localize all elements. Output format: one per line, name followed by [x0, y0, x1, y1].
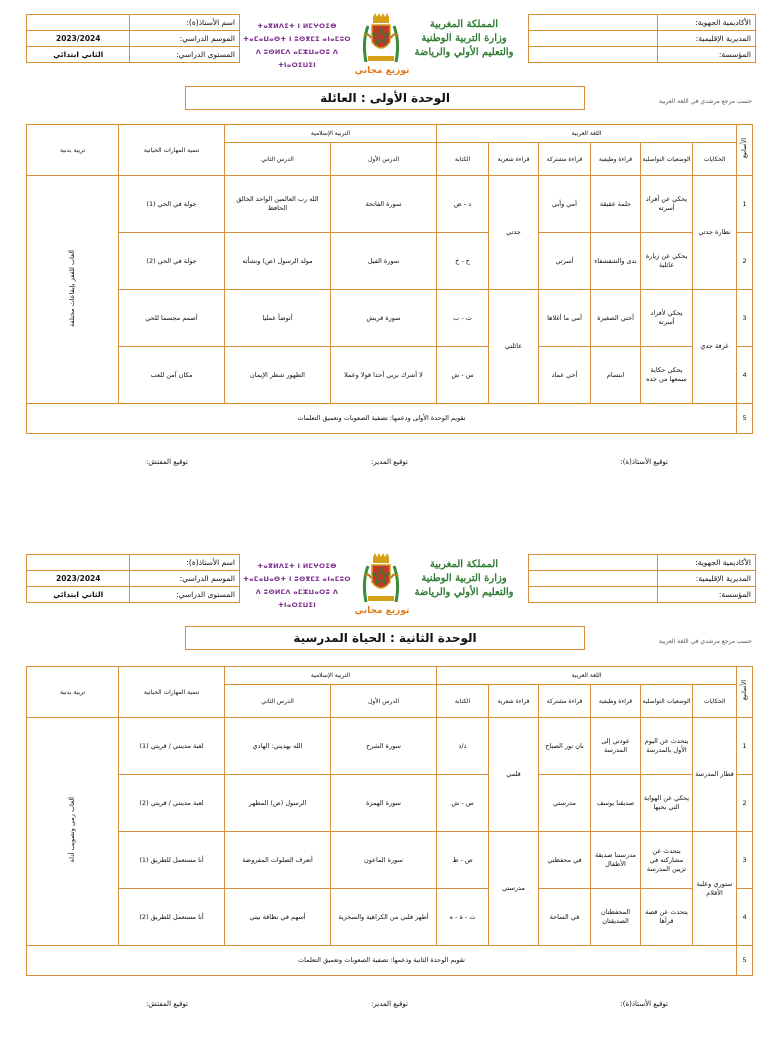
- week-number: 1: [737, 176, 753, 233]
- teacher-signature: توقيع الأستاذ(ة):: [620, 1000, 668, 1008]
- free-distribution-label: توزيع مجاني: [354, 66, 410, 76]
- institution-label: المؤسسة:: [658, 47, 756, 63]
- life-skills-cell: جولة في الحي (1): [119, 176, 225, 233]
- year-value: 2023/2024: [27, 571, 130, 587]
- communicative-cell: يتحدث عن اليوم الأول بالمدرسة: [641, 718, 693, 775]
- pe-cell: [27, 176, 119, 404]
- kingdom-emblem-icon: [360, 12, 402, 64]
- week-number: 2: [737, 233, 753, 290]
- school-info-table: [528, 554, 756, 603]
- unit-title: الوحدة الأولى : العائلة: [185, 86, 585, 110]
- week-number: 5: [737, 946, 753, 976]
- shared-reading-cell: أسرتي: [539, 233, 591, 290]
- communicative-cell: يحكي لأفراد أسرته: [641, 290, 693, 347]
- arabic-header: اللغة العربية: [437, 667, 737, 685]
- year-label: الموسم الدراسي:: [130, 31, 240, 47]
- table-row: [27, 233, 753, 290]
- table-row: [27, 832, 753, 889]
- lesson1-cell: سورة الفاتحة: [331, 176, 437, 233]
- life-skills-cell: جولة في الحي (2): [119, 233, 225, 290]
- functional-reading-cell: صديقنا يوسف: [591, 775, 641, 832]
- islamic-header: التربية الإسلامية: [225, 125, 437, 143]
- level-label: المستوى الدراسي:: [130, 587, 240, 603]
- lesson1-cell: لا أشرك بربي أحدا قولا وعملا: [331, 347, 437, 404]
- academy-value[interactable]: [529, 555, 658, 571]
- directorate-label: المديرية الإقليمية:: [658, 31, 756, 47]
- poetry-header: قراءة شعرية: [489, 685, 539, 718]
- lesson2-cell: الرسول (ص) المطهر: [225, 775, 331, 832]
- pe-header: تربية بدنية: [27, 125, 119, 176]
- ministry-name-arabic: المملكة المغربية وزارة التربية الوطنية والتعليم الأولي والرياضة: [414, 19, 514, 58]
- shared-reading-cell: في الساحة: [539, 889, 591, 946]
- academy-label: الأكاديمية الجهوية:: [658, 15, 756, 31]
- writing-header: الكتابة: [437, 143, 489, 176]
- poetry-cell: جدتي: [489, 176, 539, 290]
- level-value: الثاني ابتدائي: [27, 47, 130, 63]
- ministry-name-tifinagh: ⵜⴰⴳⵍⴷⵉⵜ ⵏ ⵍⵎⵖⵔⵉⴱ ⵜⴰⵎⴰⵡⴰⵙⵜ ⵏ ⵓⵙⴳⵎⵉ ⴰⵏⴰⵎⵓⵔ ⴷ ⵓⵙⵍⵎⴷ ⴰⵎⵣⵡⴰⵔⵓ ⴷ ⵜⵏⴰⵔⵉⵡⵉⵏ: [243, 22, 351, 69]
- evaluation-text: تقويم الوحدة الثانية ودعمها: تصفية الصعوبات وتعميق التعلمات: [27, 946, 737, 976]
- evaluation-row: [27, 404, 753, 434]
- lesson2-cell: أتوضأ عمليا: [225, 290, 331, 347]
- academy-label: الأكاديمية الجهوية:: [658, 555, 756, 571]
- week-header: الأسابيع: [737, 125, 753, 176]
- poetry-header: قراءة شعرية: [489, 143, 539, 176]
- week-number: 5: [737, 404, 753, 434]
- shared-reading-cell: أمي ما أغلاها: [539, 290, 591, 347]
- pe-header: تربية بدنية: [27, 667, 119, 718]
- tales-header: الحكايات: [693, 685, 737, 718]
- shared-reading-cell: بان نور الصباح: [539, 718, 591, 775]
- tale-cell: نظارة جدتي: [693, 176, 737, 290]
- lesson1-cell: سورة الفيل: [331, 233, 437, 290]
- pe-text: ألعاب رمي وتصويب أداة: [68, 797, 76, 863]
- teacher-label: اسم الأستاذ(ة):: [130, 15, 240, 31]
- unit-planning-table: [26, 124, 753, 434]
- shared-header: قراءة مشتركة: [539, 143, 591, 176]
- tale-cell: قطار المدرسة: [693, 718, 737, 832]
- tale-cell: ستوري وعلبة الأقلام: [693, 832, 737, 946]
- institution-value[interactable]: [529, 47, 658, 63]
- teacher-label: اسم الأستاذ(ة):: [130, 555, 240, 571]
- life-skills-header: تنمية المهارات الحياتية: [119, 125, 225, 176]
- life-skills-header: تنمية المهارات الحياتية: [119, 667, 225, 718]
- directorate-value[interactable]: [529, 571, 658, 587]
- lesson1-cell: سورة الماعون: [331, 832, 437, 889]
- writing-cell: س - ش: [437, 775, 489, 832]
- functional-reading-cell: ابتسام: [591, 347, 641, 404]
- unit-sheet-1: [0, 0, 768, 512]
- lesson1-header: الدرس الأول: [331, 685, 437, 718]
- shared-reading-cell: في محفظتي: [539, 832, 591, 889]
- communicative-cell: يحكي عن أفراد أسرته: [641, 176, 693, 233]
- communicative-cell: يتحدث عن مشاركته في تزيين المدرسة: [641, 832, 693, 889]
- shared-reading-cell: مدرستي: [539, 775, 591, 832]
- communicative-header: الوضعيات التواصلية: [641, 143, 693, 176]
- shared-header: قراءة مشتركة: [539, 685, 591, 718]
- year-label: الموسم الدراسي:: [130, 571, 240, 587]
- communicative-cell: يحكي حكاية سمعها من جده: [641, 347, 693, 404]
- free-distribution-label: توزيع مجاني: [354, 606, 410, 616]
- poetry-cell: قلمي: [489, 718, 539, 832]
- week-number: 2: [737, 775, 753, 832]
- lesson2-cell: أتعرف الصلوات المفروضة: [225, 832, 331, 889]
- directorate-value[interactable]: [529, 31, 658, 47]
- institution-label: المؤسسة:: [658, 587, 756, 603]
- lesson2-cell: مولد الرسول (ص) ونشأته: [225, 233, 331, 290]
- lesson1-cell: أطهر قلبي من الكراهية والسخرية: [331, 889, 437, 946]
- writing-cell: س - ش: [437, 347, 489, 404]
- year-value: 2023/2024: [27, 31, 130, 47]
- shared-reading-cell: أخي عماد: [539, 347, 591, 404]
- writing-cell: ح - خ: [437, 233, 489, 290]
- functional-header: قراءة وظيفية: [591, 143, 641, 176]
- lesson2-cell: الطهور شطر الإيمان: [225, 347, 331, 404]
- tale-cell: غرفة جدي: [693, 290, 737, 404]
- reference-note: حسب مرجع مرشدي في اللغة العربية: [658, 98, 752, 105]
- directorate-label: المديرية الإقليمية:: [658, 571, 756, 587]
- functional-reading-cell: أختي الصغيرة: [591, 290, 641, 347]
- tales-header: الحكايات: [693, 143, 737, 176]
- table-row: [27, 718, 753, 775]
- communicative-cell: يتحدث عن قصة قرأها: [641, 889, 693, 946]
- pe-cell: [27, 718, 119, 946]
- writing-cell: ت - ب: [437, 290, 489, 347]
- level-value: الثاني ابتدائي: [27, 587, 130, 603]
- week-header: الأسابيع: [737, 667, 753, 718]
- functional-reading-cell: حلمة عقيقة: [591, 176, 641, 233]
- reference-note: حسب مرجع مرشدي في اللغة العربية: [658, 638, 752, 645]
- communicative-cell: يحكي عن زيارة عائلية: [641, 233, 693, 290]
- director-signature: توقيع المدير:: [371, 458, 408, 466]
- life-skills-cell: أنا مستعمل للطريق (2): [119, 889, 225, 946]
- table-row: [27, 775, 753, 832]
- teacher-info-table: [26, 14, 240, 63]
- week-number: 4: [737, 347, 753, 404]
- life-skills-cell: مكان آمن للعب: [119, 347, 225, 404]
- teacher-value[interactable]: [27, 15, 130, 31]
- functional-reading-cell: المحفظتان الصديقتان: [591, 889, 641, 946]
- evaluation-row: [27, 946, 753, 976]
- ministry-name-arabic: المملكة المغربية وزارة التربية الوطنية والتعليم الأولي والرياضة: [414, 559, 514, 598]
- functional-reading-cell: ندى والشفشفاء: [591, 233, 641, 290]
- week-number: 4: [737, 889, 753, 946]
- communicative-cell: يحكي عن الهواية التي يحبها: [641, 775, 693, 832]
- poetry-cell: مدرستي: [489, 832, 539, 946]
- lesson2-header: الدرس الثاني: [225, 143, 331, 176]
- functional-header: قراءة وظيفية: [591, 685, 641, 718]
- unit-sheet-2: [0, 540, 768, 1052]
- lesson1-cell: سورة قريش: [331, 290, 437, 347]
- director-signature: توقيع المدير:: [371, 1000, 408, 1008]
- teacher-signature: توقيع الأستاذ(ة):: [620, 458, 668, 466]
- table-row: [27, 176, 753, 233]
- lesson2-cell: أسهم في نظافة بيتي: [225, 889, 331, 946]
- lesson1-header: الدرس الأول: [331, 143, 437, 176]
- inspector-signature: توقيع المفتش:: [145, 458, 188, 466]
- kingdom-emblem-icon: [360, 552, 402, 604]
- week-number: 3: [737, 832, 753, 889]
- week-number: 1: [737, 718, 753, 775]
- evaluation-text: تقويم الوحدة الأولى ودعمها: تصفية الصعوبات وتعميق التعلمات: [27, 404, 737, 434]
- life-skills-cell: لعبة مدينتي / قريتي (1): [119, 718, 225, 775]
- writing-cell: ص - ظ: [437, 832, 489, 889]
- teacher-info-table: [26, 554, 240, 603]
- inspector-signature: توقيع المفتش:: [145, 1000, 188, 1008]
- islamic-header: التربية الإسلامية: [225, 667, 437, 685]
- school-info-table: [528, 14, 756, 63]
- shared-reading-cell: أمي وأبي: [539, 176, 591, 233]
- unit-title: الوحدة الثانية : الحياة المدرسية: [185, 626, 585, 650]
- poetry-cell: عائلتي: [489, 290, 539, 404]
- writing-cell: د - ض: [437, 176, 489, 233]
- unit-planning-table: [26, 666, 753, 976]
- functional-reading-cell: عودتي إلى المدرسة: [591, 718, 641, 775]
- life-skills-cell: أصمم مجسما للحي: [119, 290, 225, 347]
- table-row: [27, 290, 753, 347]
- pe-text: ألعاب للقفز بإيقاعات مختلفة: [68, 249, 76, 327]
- institution-value[interactable]: [529, 587, 658, 603]
- table-row: [27, 889, 753, 946]
- life-skills-cell: لعبة مدينتي / قريتي (2): [119, 775, 225, 832]
- lesson2-header: الدرس الثاني: [225, 685, 331, 718]
- writing-cell: ت - ة - ه: [437, 889, 489, 946]
- lesson2-cell: الله يهديني: الهادي: [225, 718, 331, 775]
- arabic-header: اللغة العربية: [437, 125, 737, 143]
- lesson2-cell: الله رب العالمين الواحد الخالق الحافظ: [225, 176, 331, 233]
- lesson1-cell: سورة الهمزة: [331, 775, 437, 832]
- teacher-value[interactable]: [27, 555, 130, 571]
- academy-value[interactable]: [529, 15, 658, 31]
- ministry-name-tifinagh: ⵜⴰⴳⵍⴷⵉⵜ ⵏ ⵍⵎⵖⵔⵉⴱ ⵜⴰⵎⴰⵡⴰⵙⵜ ⵏ ⵓⵙⴳⵎⵉ ⴰⵏⴰⵎⵓⵔ ⴷ ⵓⵙⵍⵎⴷ ⴰⵎⵣⵡⴰⵔⵓ ⴷ ⵜⵏⴰⵔⵉⵡⵉⵏ: [243, 562, 351, 609]
- functional-reading-cell: مدرستنا صديقة الأطفال: [591, 832, 641, 889]
- writing-cell: د/ذ: [437, 718, 489, 775]
- life-skills-cell: أنا مستعمل للطريق (1): [119, 832, 225, 889]
- writing-header: الكتابة: [437, 685, 489, 718]
- communicative-header: الوضعيات التواصلية: [641, 685, 693, 718]
- week-number: 3: [737, 290, 753, 347]
- lesson1-cell: سورة الشرح: [331, 718, 437, 775]
- table-row: [27, 347, 753, 404]
- level-label: المستوى الدراسي:: [130, 47, 240, 63]
